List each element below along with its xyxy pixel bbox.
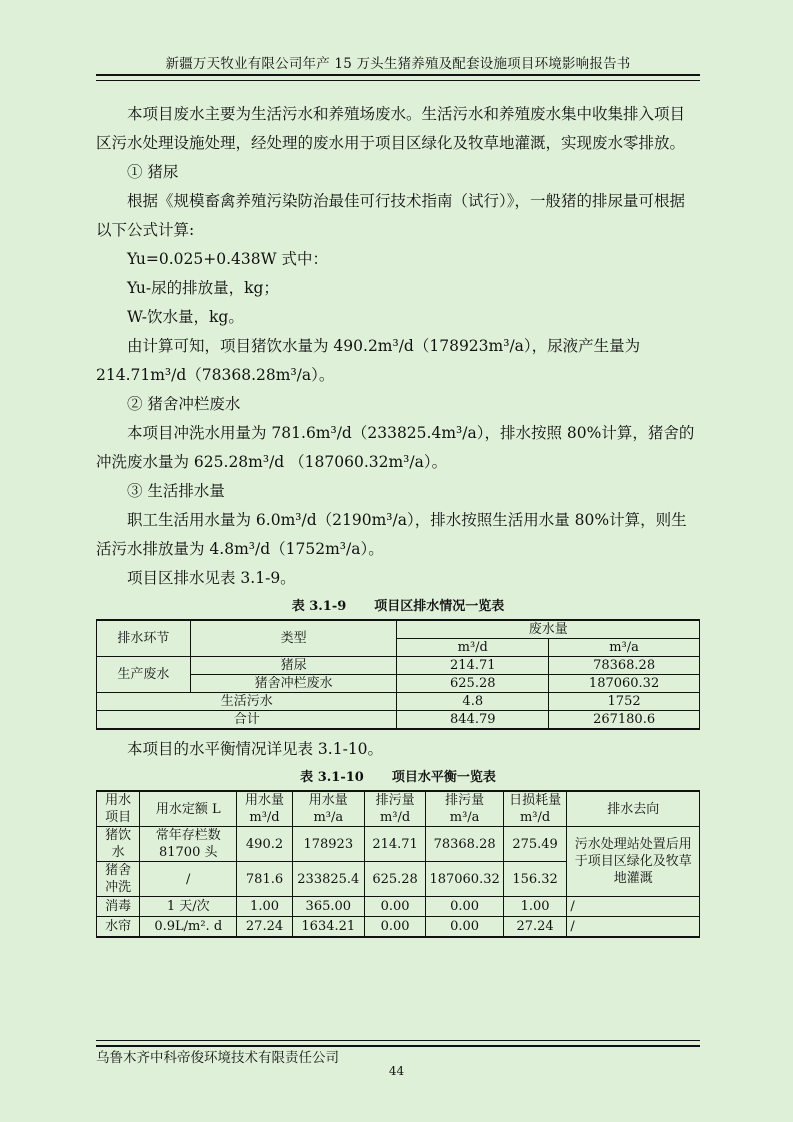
table-row — [97, 917, 700, 938]
table-cell: 合计 — [97, 711, 397, 730]
table-cell: 187060.32 — [426, 862, 503, 897]
definition-yu: Yu-尿的排放量，kg； — [127, 279, 279, 297]
table-cell: 233825.4 — [292, 862, 364, 897]
paragraph-table-ref-2: 本项目的水平衡情况详见表 3.1-10。 — [127, 740, 384, 758]
table-cell: 187060.32 — [549, 675, 700, 693]
page-header: 新疆万天牧业有限公司年产 15 万头生猪养殖及配套设施项目环境影响报告书 — [165, 56, 631, 72]
heading-pig-urine: ① 猪尿 — [127, 163, 179, 181]
table-cell: 27.24 — [237, 917, 293, 938]
table-cell: 214.71 — [364, 827, 426, 862]
table-cell: 水帘 — [97, 917, 140, 938]
paragraph-urine-guideline: 根据《规模畜禽养殖污染防治最佳可行技术指南（试行）》，一般猪的排尿量可根据以下公式计算: — [96, 192, 686, 239]
table-header-cell: 用水定额 L — [140, 791, 237, 827]
table-cell: 267180.6 — [549, 711, 700, 730]
table-header-cell: 日损耗量 m³/d — [503, 791, 567, 827]
table-cell: 275.49 — [503, 827, 567, 862]
table2-caption — [96, 768, 700, 788]
table-cell: 625.28 — [397, 675, 549, 693]
table1-title: 项目区排水情况一览表 — [374, 599, 505, 614]
table-cell: 490.2 — [237, 827, 293, 862]
table2-number: 表 3.1-10 — [300, 770, 364, 785]
paragraph-flushing-result: 本项目冲洗水用量为 781.6m³/d（233825.4m³/a），排水按照 80%计算，猪舍的冲洗废水量为 625.28m³/d （187060.32m³/a）。 — [96, 424, 695, 471]
table-cell: 1634.21 — [292, 917, 364, 938]
table-cell: 消毒 — [97, 897, 140, 917]
table-cell: 27.24 — [503, 917, 567, 938]
table-header-cell: 排污量 m³/a — [426, 791, 503, 827]
table1-number: 表 3.1-9 — [291, 599, 347, 614]
footer-company: 乌鲁木齐中科帝俊环境技术有限责任公司 — [96, 1050, 339, 1066]
page-number: 44 — [388, 1064, 405, 1078]
table-cell: 猪尿 — [190, 657, 397, 675]
table-cell: 猪舍冲栏废水 — [190, 675, 397, 693]
table-cell: 178923 — [292, 827, 364, 862]
document-body — [96, 100, 700, 938]
table-cell: 156.32 — [503, 862, 567, 897]
table-row — [97, 657, 700, 675]
table-cell: 1752 — [549, 693, 700, 711]
table-cell: 0.00 — [426, 917, 503, 938]
table-header-cell: m³/a — [549, 639, 700, 657]
heading-domestic-drainage: ③ 生活排水量 — [127, 482, 225, 500]
table2-title: 项目水平衡一览表 — [391, 770, 496, 785]
table-cell: 0.00 — [426, 897, 503, 917]
table-header-cell: 用水量 m³/d — [237, 791, 293, 827]
table-cell: 生产废水 — [97, 657, 191, 693]
definition-w: W-饮水量，kg。 — [127, 308, 244, 326]
header-rule — [96, 74, 700, 81]
paragraph-urine-result: 由计算可知，项目猪饮水量为 490.2m³/d（178923m³/a），尿液产生量为 214.71m³/d（78368.28m³/a）。 — [96, 337, 641, 384]
table-row — [97, 693, 700, 711]
table-cell: 781.6 — [237, 862, 293, 897]
heading-barn-flushing: ② 猪舍冲栏废水 — [127, 395, 241, 413]
formula-line: Yu=0.025+0.438W 式中： — [127, 250, 328, 268]
table-row — [97, 791, 700, 827]
table-row — [97, 897, 700, 917]
table-cell: 1 天/次 — [140, 897, 237, 917]
table-header-cell: 排污量 m³/d — [364, 791, 426, 827]
table-header-cell: 用水量 m³/a — [292, 791, 364, 827]
paragraph-domestic-result: 职工生活用水量为 6.0m³/d（2190m³/a），排水按照生活用水量 80%计算，则生活污水排放量为 4.8m³/d（1752m³/a）。 — [96, 511, 687, 558]
table-header-cell: m³/d — [397, 639, 549, 657]
table-cell: 0.00 — [364, 917, 426, 938]
table-cell: 猪饮水 — [97, 827, 140, 862]
table-cell: 常年存栏数 81700 头 — [140, 827, 237, 862]
table-cell: / — [140, 862, 237, 897]
table-cell: 1.00 — [237, 897, 293, 917]
table-cell: 生活污水 — [97, 693, 397, 711]
table-cell: 78368.28 — [426, 827, 503, 862]
table-header-cell: 用水项目 — [97, 791, 140, 827]
table1-caption — [96, 597, 700, 617]
table-header-cell: 类型 — [190, 620, 397, 657]
table-row — [97, 620, 700, 639]
table-cell: 1.00 — [503, 897, 567, 917]
paragraph-table-ref-1: 项目区排水见表 3.1-9。 — [127, 569, 296, 587]
table-cell: 4.8 — [397, 693, 549, 711]
table-cell: 214.71 — [397, 657, 549, 675]
table-header-cell: 排水去向 — [567, 791, 700, 827]
table-cell: 844.79 — [397, 711, 549, 730]
water-balance-table — [96, 790, 700, 938]
table-cell: 0.00 — [364, 897, 426, 917]
table-row — [97, 711, 700, 730]
table-header-cell: 排水环节 — [97, 620, 191, 657]
table-cell: / — [567, 897, 700, 917]
table-cell: / — [567, 917, 700, 938]
table-cell: 猪舍冲洗 — [97, 862, 140, 897]
table-cell: 78368.28 — [549, 657, 700, 675]
table-cell: 625.28 — [364, 862, 426, 897]
table-cell: 污水处理站处置后用于项目区绿化及牧草地灌溉 — [567, 827, 700, 897]
table-cell: 0.9L/m². d — [140, 917, 237, 938]
paragraph-wastewater-intro: 本项目废水主要为生活污水和养殖场废水。生活污水和养殖废水集中收集排入项目区污水处理设施处理，经处理的废水用于项目区绿化及牧草地灌溉，实现废水零排放。 — [96, 105, 686, 152]
table-row — [97, 827, 700, 862]
drainage-table — [96, 619, 700, 730]
table-cell: 365.00 — [292, 897, 364, 917]
table-header-cell: 废水量 — [397, 620, 700, 639]
